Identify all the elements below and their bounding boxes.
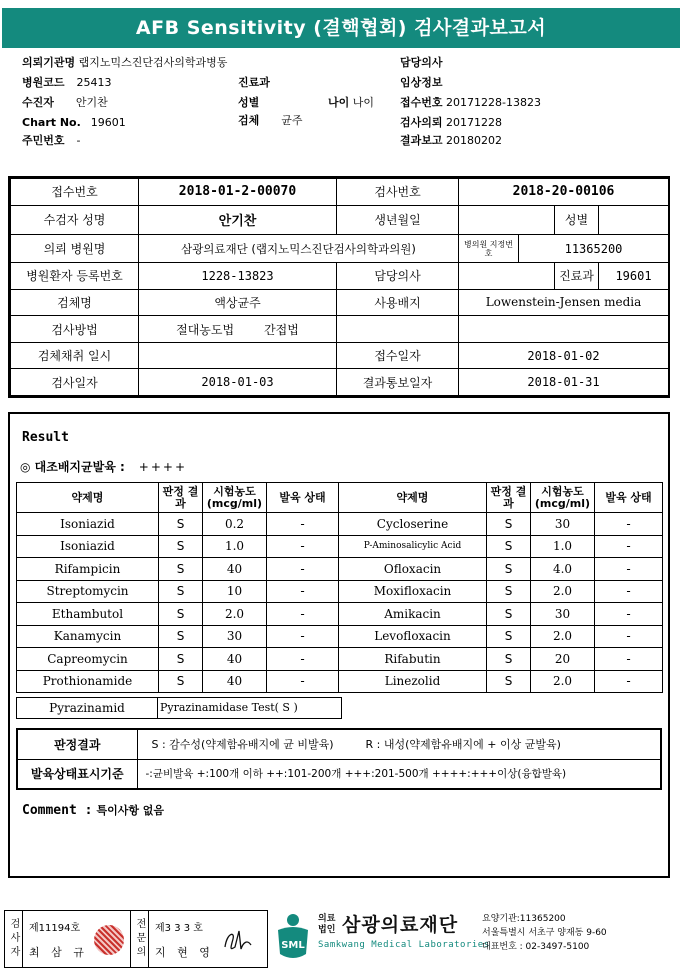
tester-name: 최 삼 규 (29, 945, 88, 959)
drug-drug-cell: Rifampicin (17, 558, 159, 581)
doctor-value (459, 263, 555, 290)
control-growth-value: ++++ (138, 460, 187, 474)
collect-label: 검체채취 일시 (11, 342, 139, 369)
table-row (17, 603, 663, 626)
drug-growth-cell: - (267, 558, 339, 581)
notified-label: 결과통보일자 (337, 369, 459, 396)
drug-conc-cell: 2.0 (531, 580, 595, 603)
seal-stamp-icon (94, 925, 124, 955)
drug-judge-cell: S (487, 670, 531, 693)
comment (22, 802, 164, 818)
tested-label: 검사일자 (11, 369, 139, 396)
drug-conc-cell: 40 (203, 648, 267, 671)
hospital-code-row: 병원코드 25413 (22, 76, 112, 89)
pyrazinamide-row (16, 697, 342, 719)
report-title: AFB Sensitivity (결핵협회) 검사결과보고서 (2, 8, 680, 48)
susceptibility-table (16, 482, 663, 693)
drug-judge-cell: S (487, 513, 531, 536)
col-judge: 판정 결과 (159, 483, 203, 513)
drug-conc-cell: 20 (531, 648, 595, 671)
drug-conc-cell: 0.2 (203, 513, 267, 536)
table-row (17, 670, 663, 693)
chart-value: 19601 (90, 116, 126, 129)
received-label: 접수일자 (337, 342, 459, 369)
pyrazinamide-name: Pyrazinamid (16, 697, 158, 719)
hospital-code-value: 25413 (76, 76, 112, 89)
result-section (8, 412, 670, 878)
dob-label: 생년월일 (337, 205, 459, 235)
drug-judge-cell: S (487, 580, 531, 603)
specimen-row: 검체 균주 (238, 114, 303, 127)
drug-conc-cell: 30 (531, 603, 595, 626)
drug-drug-cell: Linezolid (339, 670, 487, 693)
drug-growth-cell: - (595, 603, 663, 626)
receipt-no-label: 접수번호 (11, 179, 139, 206)
clinical-row: 임상정보 (400, 76, 443, 89)
drug-drug-cell: Prothionamide (17, 670, 159, 693)
drug-drug-cell: Amikacin (339, 603, 487, 626)
drug-growth-cell: - (267, 580, 339, 603)
tester-info (23, 911, 131, 967)
sex-label: 성별 (555, 205, 599, 235)
reviewer-side-label: 전문의 (131, 911, 149, 967)
drug-growth-cell: - (595, 670, 663, 693)
patient-info-table (8, 176, 670, 398)
col-conc-2: 시험농도 (mcg/ml) (531, 483, 595, 513)
drug-drug-cell: Capreomycin (17, 648, 159, 671)
table-row (17, 648, 663, 671)
req-hospital-value: 삼광의료재단 (랩지노믹스진단검사의학과의원) (139, 235, 459, 263)
drug-conc-cell: 30 (203, 625, 267, 648)
medium-value: Lowenstein-Jensen media (459, 289, 669, 316)
drug-growth-cell: - (267, 670, 339, 693)
col-judge-2: 판정 결과 (487, 483, 531, 513)
received-value: 2018-01-02 (459, 342, 669, 369)
method-empty-right (459, 316, 669, 343)
test-no-value: 2018-20-00106 (459, 179, 669, 206)
drug-growth-cell: - (595, 580, 663, 603)
drug-conc-cell: 2.0 (531, 625, 595, 648)
reg-no-label: 병원환자 등록번호 (11, 263, 139, 290)
examinee-row: 수진자 안기찬 (22, 96, 108, 109)
institution-value: 랩지노믹스진단검사의학과병동 (78, 56, 228, 69)
sex-value (599, 205, 669, 235)
tested-value: 2018-01-03 (139, 369, 337, 396)
drug-judge-cell: S (487, 558, 531, 581)
drug-conc-cell: 2.0 (531, 670, 595, 693)
method-label: 검사방법 (11, 316, 139, 343)
reviewer-info (149, 911, 265, 967)
drug-growth-cell: - (267, 513, 339, 536)
drug-judge-cell: S (487, 535, 531, 558)
drug-conc-cell: 40 (203, 558, 267, 581)
drug-drug-cell: Levofloxacin (339, 625, 487, 648)
drug-growth-cell: - (595, 625, 663, 648)
table-row (17, 513, 663, 536)
tester-side-label: 검사자 (5, 911, 23, 967)
drug-growth-cell: - (595, 535, 663, 558)
drug-judge-cell: S (487, 603, 531, 626)
doctor-row: 담당의사 (400, 56, 443, 69)
drug-judge-cell: S (159, 625, 203, 648)
drug-judge-cell: S (159, 513, 203, 536)
col-growth-2: 발육 상태 (595, 483, 663, 513)
drug-growth-cell: - (595, 648, 663, 671)
specimen-label: 검체명 (11, 289, 139, 316)
drug-drug-cell: Ofloxacin (339, 558, 487, 581)
drug-conc-cell: 30 (531, 513, 595, 536)
growth-legend-value: -:균비발육 +:100개 이하 ++:101-200개 +++:201-500개 ++++:+++이상(융합발육) (137, 759, 661, 789)
reported-value: 20180202 (446, 134, 503, 147)
accession-row: 접수번호 20171228-13823 (400, 96, 541, 109)
specimen-value: 액상균주 (139, 289, 337, 316)
drug-judge-cell: S (487, 648, 531, 671)
drug-conc-cell: 2.0 (203, 603, 267, 626)
table-row (17, 580, 663, 603)
control-growth (20, 458, 187, 475)
signature-block (4, 910, 268, 968)
sml-logo-icon (272, 912, 314, 964)
col-drug-2: 약제명 (339, 483, 487, 513)
drug-judge-cell: S (159, 648, 203, 671)
sex-row: 성별 (238, 96, 260, 109)
org-address: 요양기관:11365200 서울특별시 서초구 양재동 9-60 대표번호 : 02-3497-5100 (482, 914, 607, 952)
drug-drug-cell: Rifabutin (339, 648, 487, 671)
resident-value: - (76, 134, 81, 147)
drug-judge-cell: S (159, 558, 203, 581)
reported-row: 결과보고 20180202 (400, 134, 503, 147)
drug-drug-cell: Moxifloxacin (339, 580, 487, 603)
requested-row: 검사의뢰 20171228 (400, 116, 503, 129)
tester-license: 제11194호 (29, 922, 81, 934)
drug-judge-cell: S (159, 603, 203, 626)
method-value: 절대농도법 간접법 (139, 316, 337, 343)
dept-value: 19601 (599, 263, 669, 290)
age-value: 나이 (352, 96, 375, 109)
drug-judge-cell: S (159, 535, 203, 558)
accession-value: 20171228-13823 (446, 96, 541, 109)
control-growth-label: ◎ 대조배지균발육 : (20, 460, 125, 474)
doctor-label: 담당의사 (337, 263, 459, 290)
reviewer-name: 지 현 영 (155, 945, 214, 959)
org-type: 의료 법인 (318, 914, 336, 935)
col-conc: 시험농도 (mcg/ml) (203, 483, 267, 513)
drug-drug-cell: Isoniazid (17, 513, 159, 536)
table-row (17, 625, 663, 648)
designated-label: 병의원 지정번호 (459, 235, 519, 263)
drug-drug-cell: Ethambutol (17, 603, 159, 626)
age-row: 나이 나이 (328, 96, 375, 109)
drug-drug-cell: Isoniazid (17, 535, 159, 558)
drug-conc-cell: 1.0 (203, 535, 267, 558)
patient-name-value: 안기찬 (139, 205, 337, 235)
dept-label: 진료과 (555, 263, 599, 290)
drug-growth-cell: - (267, 603, 339, 626)
growth-legend-label: 발육상태표시기준 (17, 759, 137, 789)
drug-growth-cell: - (267, 535, 339, 558)
org-english-name: Samkwang Medical Laboratories (318, 940, 490, 950)
table-row (17, 535, 663, 558)
drug-judge-cell: S (159, 670, 203, 693)
receipt-no-value: 2018-01-2-00070 (139, 179, 337, 206)
reg-no-value: 1228-13823 (139, 263, 337, 290)
dept-row: 진료과 (238, 76, 270, 89)
specimen-value: 균주 (281, 114, 303, 127)
patient-name-label: 수검자 성명 (11, 205, 139, 235)
table-row (17, 558, 663, 581)
drug-conc-cell: 10 (203, 580, 267, 603)
medium-label: 사용배지 (337, 289, 459, 316)
drug-drug-cell: Kanamycin (17, 625, 159, 648)
drug-conc-cell: 1.0 (531, 535, 595, 558)
requested-value: 20171228 (446, 116, 503, 129)
designated-value: 11365200 (519, 235, 669, 263)
test-no-label: 검사번호 (337, 179, 459, 206)
drug-growth-cell: - (595, 558, 663, 581)
comment-text: 특이사항 없음 (96, 804, 165, 817)
judge-legend-label: 판정결과 (17, 729, 137, 759)
judge-legend-value: S : 감수성(약제함유배지에 균 비발육) R : 내성(약제함유배지에 + 이상 균발육) (137, 729, 661, 759)
org-name: 삼광의료재단 (342, 914, 459, 936)
drug-judge-cell: S (487, 625, 531, 648)
drug-conc-cell: 40 (203, 670, 267, 693)
legend-table (16, 728, 662, 790)
dob-value (459, 205, 555, 235)
reviewer-license: 제3 3 3 호 (155, 922, 203, 934)
req-hospital-label: 의뢰 병원명 (11, 235, 139, 263)
drug-drug-cell: P-Aminosalicylic Acid (339, 535, 487, 558)
method-empty (337, 316, 459, 343)
drug-growth-cell: - (595, 513, 663, 536)
collect-value (139, 342, 337, 369)
comment-label: Comment : (22, 803, 93, 818)
svg-text:SML: SML (281, 940, 305, 951)
result-heading: Result (22, 430, 69, 445)
drug-drug-cell: Cycloserine (339, 513, 487, 536)
pyrazinamidase-test: Pyrazinamidase Test( S ) (158, 697, 342, 719)
drug-conc-cell: 4.0 (531, 558, 595, 581)
resident-row: 주민번호 - (22, 134, 81, 147)
signature-icon (221, 925, 255, 955)
notified-value: 2018-01-31 (459, 369, 669, 396)
drug-drug-cell: Streptomycin (17, 580, 159, 603)
institution-row: 의뢰기관명 랩지노믹스진단검사의학과병동 (22, 56, 228, 69)
org-logo-block (272, 908, 672, 970)
drug-growth-cell: - (267, 648, 339, 671)
chart-row: Chart No. 19601 (22, 116, 126, 129)
col-growth: 발육 상태 (267, 483, 339, 513)
col-drug: 약제명 (17, 483, 159, 513)
drug-growth-cell: - (267, 625, 339, 648)
drug-judge-cell: S (159, 580, 203, 603)
examinee-value: 안기찬 (75, 96, 108, 109)
